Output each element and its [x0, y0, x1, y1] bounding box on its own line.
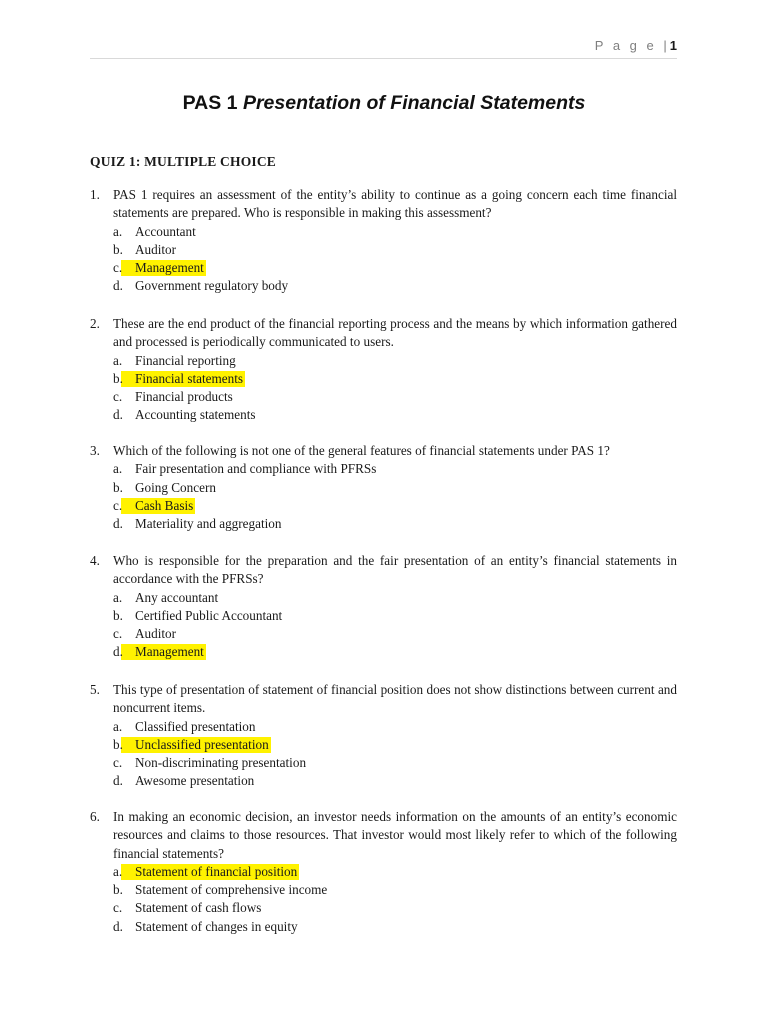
option-letter: c.	[113, 900, 123, 916]
question-number: 4.	[90, 553, 100, 568]
option-text: Accounting statements	[135, 407, 256, 423]
page-header	[90, 36, 677, 59]
option-letter: b.	[113, 370, 123, 386]
option-text: Unclassified presentation	[135, 736, 269, 752]
page-number-label	[595, 38, 677, 53]
answer-option	[113, 899, 677, 917]
option-letter: c.	[113, 260, 123, 276]
answer-option	[113, 607, 677, 625]
option-letter: a.	[113, 589, 123, 605]
answer-option	[113, 223, 677, 241]
option-letter: a.	[113, 352, 123, 368]
answer-option	[113, 406, 677, 424]
answer-option	[113, 460, 677, 478]
question-text: These are the end product of the financial reporting process and the means by which information gathered and processed is periodically communicated to users.	[113, 316, 677, 350]
option-letter: b.	[113, 882, 123, 898]
option-letter: c.	[113, 755, 123, 771]
option-letter: a.	[113, 718, 123, 734]
option-letter: c.	[113, 497, 123, 513]
answer-option-highlighted	[113, 259, 677, 277]
option-letter: c.	[113, 626, 123, 642]
question-text: Who is responsible for the preparation and the fair presentation of an entity’s financial statements in accordance with the PFRSs?	[113, 553, 677, 587]
option-list	[113, 352, 677, 425]
answer-option	[113, 881, 677, 899]
option-list	[113, 718, 677, 791]
option-text: Statement of comprehensive income	[135, 882, 328, 898]
question-item	[90, 681, 677, 791]
question-text: Which of the following is not one of the general features of financial statements under PAS 1?	[113, 443, 610, 458]
answer-option	[113, 277, 677, 295]
document-title	[0, 92, 768, 115]
answer-option-highlighted	[113, 643, 677, 661]
answer-option	[113, 241, 677, 259]
option-text: Statement of changes in equity	[135, 918, 298, 934]
answer-option-highlighted	[113, 736, 677, 754]
question-number: 1.	[90, 187, 100, 202]
option-text: Statement of financial position	[135, 863, 298, 879]
option-text: Cash Basis	[135, 497, 194, 513]
option-letter: d.	[113, 407, 123, 423]
option-list	[113, 460, 677, 533]
question-item	[90, 808, 677, 936]
option-letter: d.	[113, 773, 123, 789]
answer-option	[113, 352, 677, 370]
question-item	[90, 315, 677, 425]
question-item	[90, 186, 677, 296]
option-text: Any accountant	[135, 589, 219, 605]
question-number: 3.	[90, 443, 100, 458]
option-text: Auditor	[135, 241, 177, 257]
answer-option	[113, 589, 677, 607]
option-text: Classified presentation	[135, 718, 256, 734]
answer-option	[113, 479, 677, 497]
option-text: Government regulatory body	[135, 278, 289, 294]
question-item	[90, 552, 677, 662]
option-text: Awesome presentation	[135, 773, 255, 789]
option-text: Accountant	[135, 223, 196, 239]
option-text: Financial reporting	[135, 352, 236, 368]
answer-option	[113, 918, 677, 936]
option-text: Financial statements	[135, 370, 244, 386]
answer-option	[113, 515, 677, 533]
option-text: Going Concern	[135, 479, 216, 495]
option-letter: b.	[113, 479, 123, 495]
option-text: Statement of cash flows	[135, 900, 262, 916]
question-number: 6.	[90, 809, 100, 824]
answer-option	[113, 772, 677, 790]
option-text: Fair presentation and compliance with PFRSs	[135, 461, 377, 477]
question-number: 2.	[90, 316, 100, 331]
answer-option-highlighted	[113, 370, 677, 388]
option-letter: b.	[113, 241, 123, 257]
option-letter: b.	[113, 607, 123, 623]
option-text: Non-discriminating presentation	[135, 755, 307, 771]
answer-option	[113, 625, 677, 643]
option-letter: d.	[113, 644, 123, 660]
question-item	[90, 442, 677, 533]
option-text: Management	[135, 644, 204, 660]
option-letter: a.	[113, 223, 123, 239]
option-letter: d.	[113, 516, 123, 532]
option-list	[113, 223, 677, 296]
question-text: This type of presentation of statement of financial position does not show distinctions between current and noncurrent items.	[113, 682, 677, 716]
title-prefix: PAS 1	[182, 92, 238, 114]
page-separator: |	[663, 38, 670, 53]
option-text: Auditor	[135, 626, 177, 642]
page-label: P a g e	[594, 38, 657, 53]
page-number: 1	[669, 38, 677, 53]
answer-option-highlighted	[113, 863, 677, 881]
option-list	[113, 863, 677, 936]
answer-option	[113, 388, 677, 406]
option-text: Financial products	[135, 389, 233, 405]
answer-option	[113, 718, 677, 736]
question-text: PAS 1 requires an assessment of the entity’s ability to continue as a going concern each time financial statements are prepared. Who is responsible in making this assessment?	[113, 187, 677, 221]
question-text: In making an economic decision, an investor needs information on the amounts of an entity’s economic resources and claims to those resources. That investor would most likely refer to which of the following financial statements?	[113, 809, 677, 861]
option-letter: a.	[113, 863, 123, 879]
option-text: Management	[135, 260, 204, 276]
option-text: Certified Public Accountant	[135, 607, 283, 623]
answer-option	[113, 754, 677, 772]
quiz-heading: QUIZ 1: MULTIPLE CHOICE	[90, 154, 277, 169]
title-italic: Presentation of Financial Statements	[242, 92, 586, 114]
option-list	[113, 589, 677, 662]
question-number: 5.	[90, 682, 100, 697]
option-letter: b.	[113, 736, 123, 752]
answer-option-highlighted	[113, 497, 677, 515]
option-text: Materiality and aggregation	[135, 516, 282, 532]
option-letter: c.	[113, 389, 123, 405]
option-letter: d.	[113, 918, 123, 934]
option-letter: d.	[113, 278, 123, 294]
option-letter: a.	[113, 461, 123, 477]
